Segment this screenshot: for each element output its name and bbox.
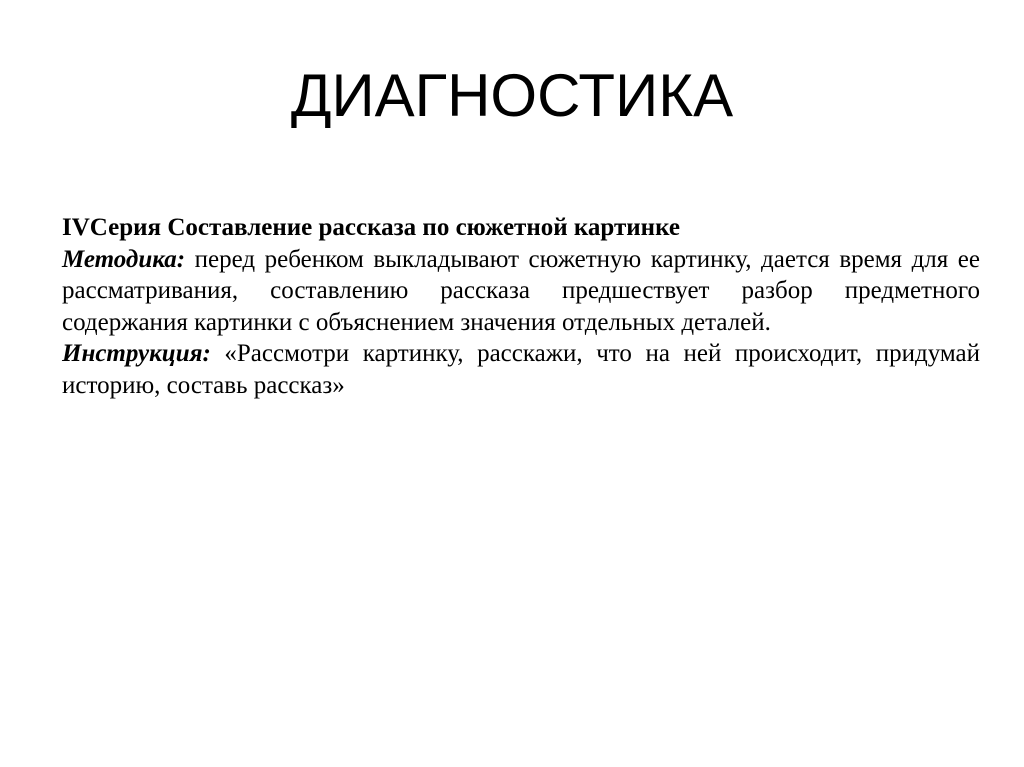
method-label: Методика: xyxy=(62,245,186,273)
instruction-line-1 xyxy=(62,338,980,370)
method-line-2: рассматривания, составлению рассказа предшествует разбор предметного xyxy=(62,277,980,304)
instruction-line-1-text: «Рассмотри картинку, расскажи, что на ней происходит, придумай xyxy=(210,340,980,367)
series-heading-line: IVСерия Составление рассказа по сюжетной картинке xyxy=(62,214,680,241)
method-line-1-text: перед ребенком выкладывают сюжетную картинку, дается время для ее xyxy=(185,245,980,273)
slide-title: ДИАГНОСТИКА xyxy=(290,62,734,129)
instruction-label: Инструкция: xyxy=(62,340,211,367)
instruction-line-2: историю, составь рассказ» xyxy=(62,371,345,399)
slide-body-text xyxy=(62,212,980,401)
method-line-1 xyxy=(62,244,980,276)
method-line-3: содержания картинки с объяснением значения отдельных деталей. xyxy=(62,308,771,336)
